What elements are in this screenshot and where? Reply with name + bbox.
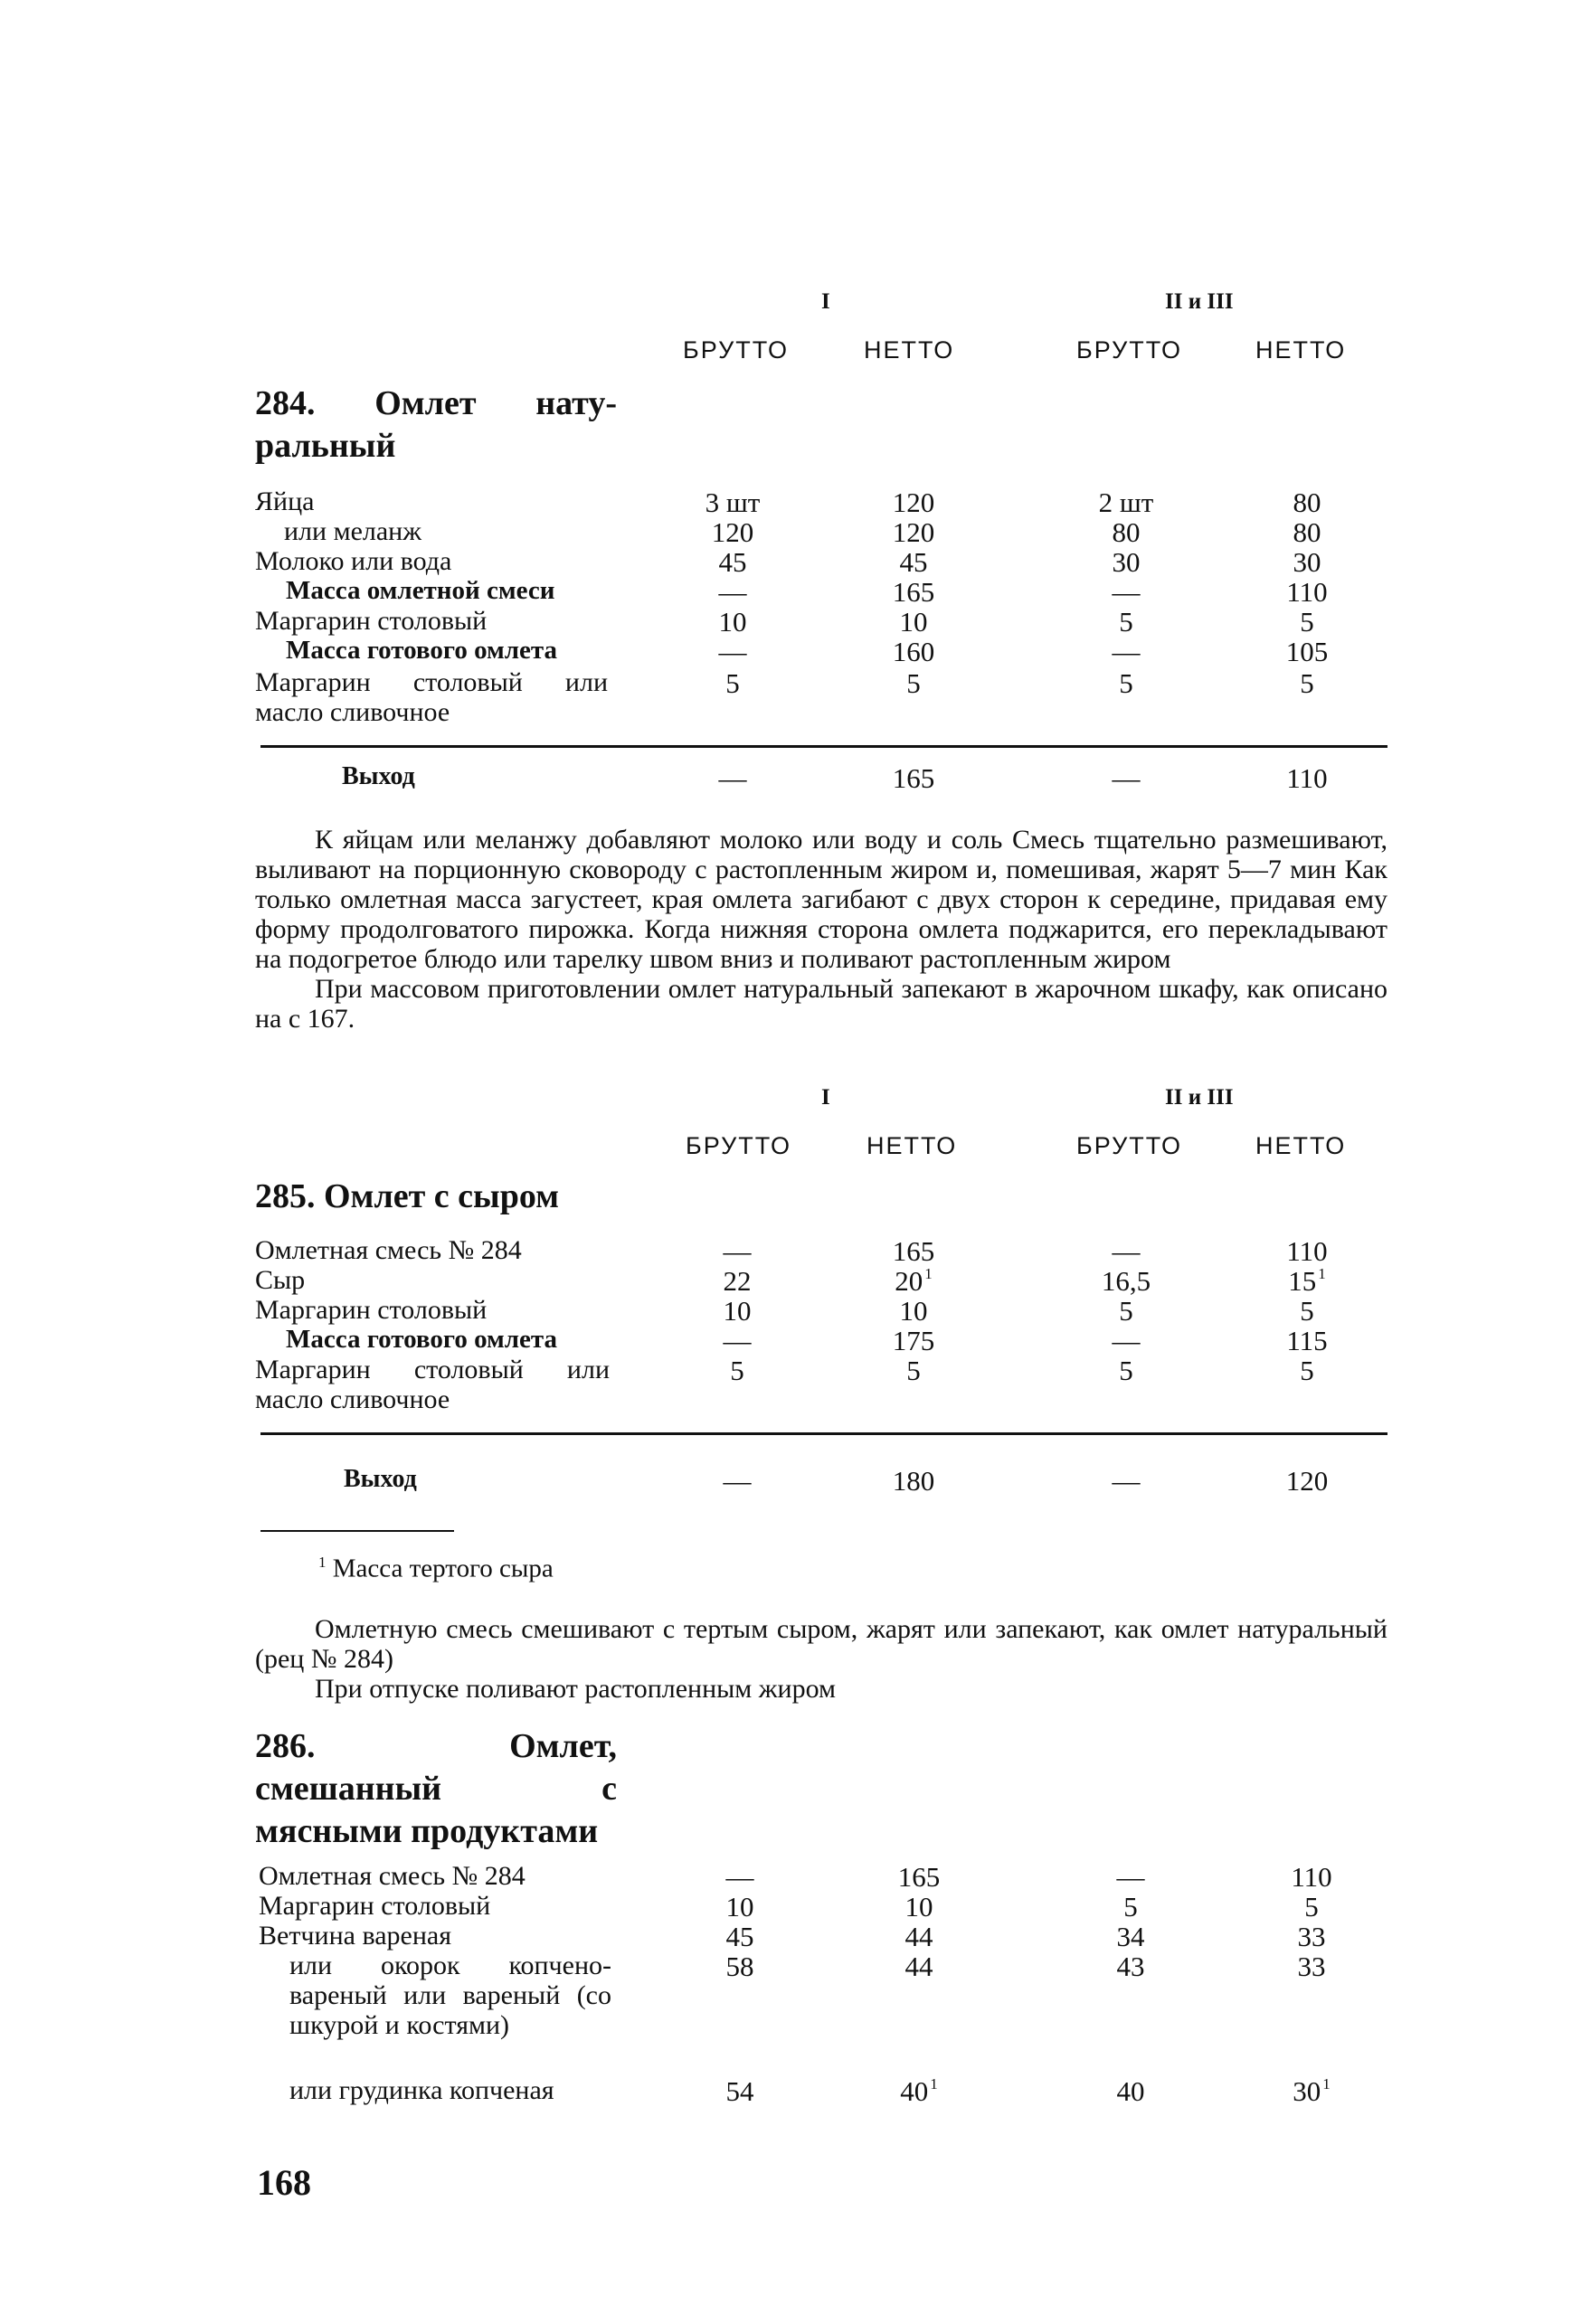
cell-brutto-2: 16,5 [1101, 1265, 1151, 1297]
col-header-netto-1: НЕТТО [867, 1132, 958, 1159]
cell-brutto-1: 45 [718, 546, 747, 578]
col-header-netto-2: НЕТТО [1255, 336, 1347, 364]
recipe-description-284 [255, 825, 1387, 1034]
cell-netto-1 [856, 2075, 982, 2108]
cell-brutto-2: 43 [1116, 1951, 1145, 1982]
cell-netto-1: 160 [892, 636, 935, 667]
group-header-II-III: II и III [1165, 289, 1234, 314]
cell-netto-2: 5 [1304, 1891, 1319, 1922]
cell-brutto-1: 22 [723, 1265, 752, 1297]
page-number: 168 [257, 2162, 311, 2203]
row-label: Маргарин столовый [259, 1891, 491, 1921]
cell-brutto-1: 10 [718, 606, 747, 638]
footnote [318, 1554, 554, 1584]
row-label: Масса готового омлета [286, 636, 558, 665]
col-header-brutto-2: БРУТТО [1076, 336, 1183, 364]
cell-value: 20 [895, 1265, 923, 1297]
col-header-brutto-1: БРУТТО [683, 336, 790, 364]
row-label: Маргарин столовый или масло сливочное [255, 667, 608, 727]
yield-label: Выход [342, 762, 415, 790]
cell-netto-1: 175 [892, 1325, 935, 1356]
footnote-mark: 1 [1318, 1264, 1326, 1282]
cell-brutto-1: — [723, 1325, 752, 1356]
cell-brutto-2: 5 [1119, 1295, 1133, 1327]
cell-netto-2: 80 [1293, 487, 1321, 518]
cell-netto-2: 110 [1286, 762, 1328, 794]
cell-brutto-2: — [1116, 1861, 1145, 1893]
cell-netto-2 [1248, 2075, 1375, 2108]
cell-netto-2: 120 [1285, 1465, 1329, 1497]
row-label: Маргарин столовый или масло сливочное [255, 1355, 610, 1414]
group-header-II-III: II и III [1165, 1085, 1234, 1110]
cell-brutto-2: 40 [1116, 2075, 1145, 2107]
cell-netto-1: 5 [906, 1355, 921, 1386]
cell-value: 40 [900, 2075, 929, 2107]
cell-netto-1: 10 [899, 1295, 928, 1327]
footnote-mark: 1 [318, 1554, 327, 1571]
cell-brutto-1: 120 [711, 516, 754, 548]
cell-netto-2: 115 [1286, 1325, 1328, 1356]
cell-brutto-1: — [718, 636, 747, 667]
yield-label: Выход [344, 1465, 417, 1493]
cell-brutto-2: 30 [1112, 546, 1141, 578]
cell-brutto-1: — [718, 762, 747, 794]
cell-brutto-2: — [1112, 1465, 1141, 1497]
row-label: Молоко или вода [255, 546, 452, 576]
cell-netto-2: 5 [1300, 667, 1314, 699]
cell-netto-2: 5 [1300, 1295, 1314, 1327]
recipe-title-286: 286. Омлет, смешанный с мясными продуктами [255, 1727, 617, 1850]
footnote-mark: 1 [930, 2074, 938, 2093]
cell-brutto-2: — [1112, 1325, 1141, 1356]
cell-netto-1 [850, 1265, 977, 1298]
cell-netto-1: 44 [904, 1951, 933, 1982]
cell-netto-1: 165 [892, 762, 935, 794]
cell-brutto-1: 45 [725, 1921, 754, 1952]
cell-brutto-2: 80 [1112, 516, 1141, 548]
cell-netto-1: 120 [892, 487, 935, 518]
paragraph: При массовом приготовлении омлет натуральный запекают в жарочном шкафу, как описано на с 167. [255, 974, 1387, 1034]
cell-brutto-1: 54 [725, 2075, 754, 2107]
table-divider [260, 745, 1387, 748]
col-header-netto-1: НЕТТО [864, 336, 955, 364]
cell-brutto-1: — [718, 576, 747, 608]
footnote-mark: 1 [924, 1264, 933, 1282]
recipe-title-285: 285. Омлет с сыром [255, 1177, 559, 1215]
cell-brutto-2: 5 [1119, 667, 1133, 699]
cell-brutto-2: 2 шт [1098, 487, 1154, 518]
row-label: Маргарин столовый [255, 606, 488, 636]
row-label: или окорок копчено-вареный или вареный (со шкурой и костями) [289, 1951, 611, 2040]
cell-netto-2: 30 [1293, 546, 1321, 578]
row-label: или меланж [284, 516, 421, 546]
row-label: Маргарин столовый [255, 1295, 488, 1325]
table-divider [260, 1432, 1387, 1435]
cell-brutto-1: 3 шт [705, 487, 761, 518]
row-label: Ветчина вареная [259, 1921, 452, 1951]
cell-netto-1: 120 [892, 516, 935, 548]
cell-brutto-2: 34 [1116, 1921, 1145, 1952]
cell-brutto-2: — [1112, 762, 1141, 794]
row-label: Сыр [255, 1265, 306, 1295]
cell-netto-2: 110 [1286, 1235, 1328, 1267]
col-header-brutto-1: БРУТТО [686, 1132, 792, 1159]
cell-brutto-1: — [723, 1465, 752, 1497]
cell-brutto-2: — [1112, 576, 1141, 608]
cell-brutto-1: 5 [725, 667, 740, 699]
row-label: Масса омлетной смеси [286, 576, 555, 605]
cell-netto-2: 110 [1286, 576, 1328, 608]
cell-brutto-1: — [723, 1235, 752, 1267]
cell-netto-2: 80 [1293, 516, 1321, 548]
cell-value: 15 [1288, 1265, 1317, 1297]
cell-brutto-2: 5 [1119, 606, 1133, 638]
cell-netto-2: 105 [1285, 636, 1329, 667]
cell-brutto-1: 10 [725, 1891, 754, 1922]
row-label: или грудинка копченая [289, 2075, 554, 2105]
recipe-title-284: 284. Омлет нату-ральный [255, 384, 617, 465]
cell-netto-1: 165 [897, 1861, 941, 1893]
footnote-divider [260, 1530, 454, 1532]
col-header-brutto-2: БРУТТО [1076, 1132, 1183, 1159]
footnote-text: Масса тертого сыра [332, 1554, 554, 1583]
paragraph: При отпуске поливают растопленным жиром [315, 1674, 836, 1704]
cell-brutto-1: 5 [730, 1355, 744, 1386]
footnote-mark: 1 [1322, 2074, 1331, 2093]
cell-value: 30 [1293, 2075, 1321, 2107]
row-label: Омлетная смесь № 284 [255, 1235, 522, 1265]
cell-netto-2: 33 [1297, 1951, 1326, 1982]
row-label: Масса готового омлета [286, 1325, 558, 1354]
cell-brutto-2: 5 [1119, 1355, 1133, 1386]
row-label: Яйца [255, 487, 315, 516]
cell-netto-2: 5 [1300, 1355, 1314, 1386]
paragraph: Омлетную смесь смешивают с тертым сыром, жарят или запекают, как омлет натуральный (рец № 284) [255, 1614, 1387, 1674]
row-label: Омлетная смесь № 284 [259, 1861, 526, 1891]
cell-netto-2: 5 [1300, 606, 1314, 638]
cell-brutto-2: — [1112, 636, 1141, 667]
group-header-I: I [821, 289, 830, 314]
cell-netto-1: 44 [904, 1921, 933, 1952]
col-header-netto-2: НЕТТО [1255, 1132, 1347, 1159]
cell-brutto-2: 5 [1123, 1891, 1138, 1922]
cell-netto-2 [1244, 1265, 1370, 1298]
cell-netto-1: 10 [899, 606, 928, 638]
cell-brutto-1: — [725, 1861, 754, 1893]
cell-brutto-1: 58 [725, 1951, 754, 1982]
cell-netto-2: 110 [1291, 1861, 1332, 1893]
cell-netto-1: 45 [899, 546, 928, 578]
cell-brutto-1: 10 [723, 1295, 752, 1327]
recipe-description-285 [255, 1614, 1387, 1704]
cell-netto-1: 180 [892, 1465, 935, 1497]
cell-netto-1: 5 [906, 667, 921, 699]
cell-netto-1: 165 [892, 576, 935, 608]
group-header-I: I [821, 1085, 830, 1110]
cell-netto-1: 165 [892, 1235, 935, 1267]
cell-brutto-2: — [1112, 1235, 1141, 1267]
cell-netto-1: 10 [904, 1891, 933, 1922]
cell-netto-2: 33 [1297, 1921, 1326, 1952]
paragraph: К яйцам или меланжу добавляют молоко или воду и соль Смесь тщательно размешивают, выливают на порционную сковороду с растопленным жиром и, помешивая, жарят 5—7 мин Как только омлетная масса загустеет, края омлета загибают с двух сторон к середине, придавая ему форму продолговатого пирожка. Когда нижняя сторона омлета поджарится, его перекладывают на подогретое блюдо или тарелку швом вниз и поливают растопленным жиром [255, 825, 1387, 974]
